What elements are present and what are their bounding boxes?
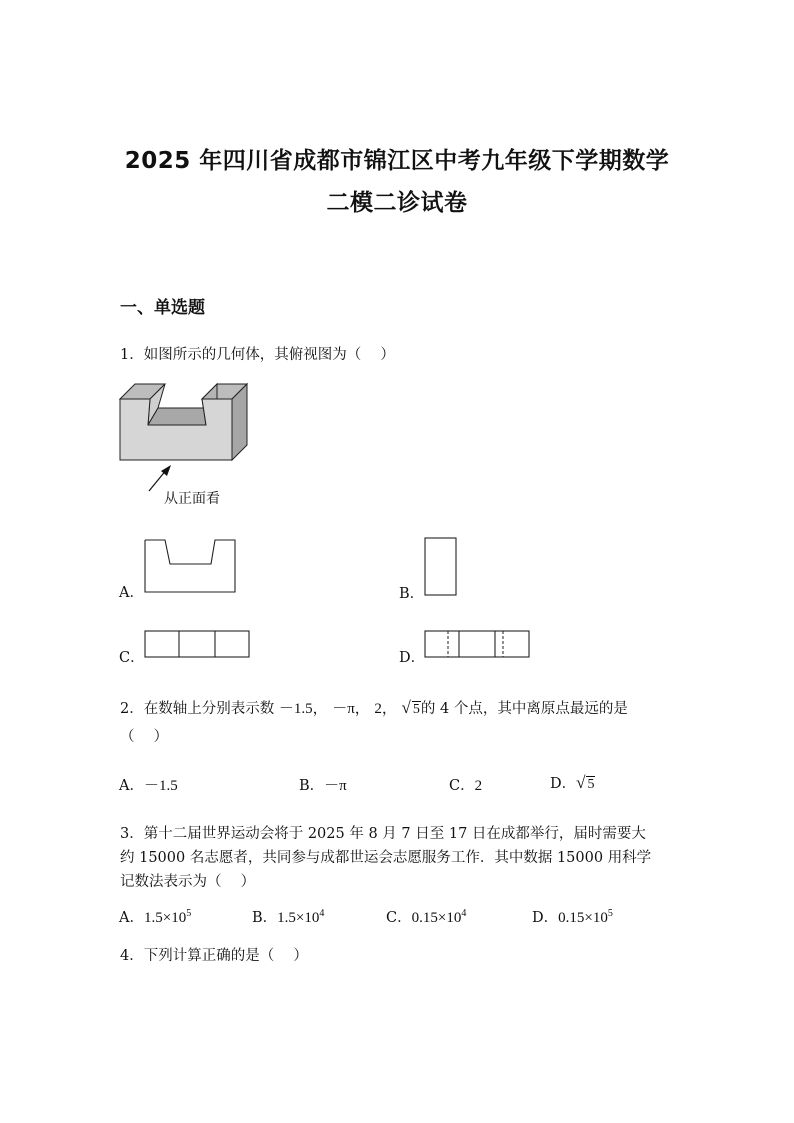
q1-solid-figure [118,382,250,464]
q1-option-b-figure [424,537,458,596]
q1-option-b-label: B． [399,586,425,602]
q2-option-a: A．－1.5 [119,778,178,794]
q2-stem-c: （ ） [120,729,169,745]
q1-stem: 1．如图所示的几何体，其俯视图为（ ） [120,347,395,363]
q2-option-c: C．2 [449,778,483,794]
q1-option-c-label: C． [119,650,145,666]
section-heading: 一、单选题 [120,298,205,318]
q2-stem-a: 2．在数轴上分别表示数 [120,701,275,717]
q4-stem: 4．下列计算正确的是（ ） [120,948,308,964]
sqrt-sign-icon: √ [576,773,586,792]
page-title-line2: 二模二诊试卷 [326,190,468,216]
q3-option-c: C．$0.15\times 10^4$ [386,908,467,926]
q3-stem-line3: 记数法表示为（ ） [120,874,256,890]
q1-option-c-figure [144,630,251,659]
q1-option-a-figure [144,539,236,593]
q1-option-d-label: D． [399,650,426,666]
q1-view-label: 从正面看 [164,491,220,507]
q3-stem-line1: 3．第十二届世界运动会将于 2025 年 8 月 7 日至 17 日在成都举行，届时需要大 [120,826,646,842]
q2-num2: －π， [332,701,370,717]
q2-option-b: B．－π [299,778,347,794]
sqrt-sign-icon: √ [401,698,411,717]
q2-stem-b: 的 4 个点，其中离原点最远的是 [420,701,628,717]
q2-sqrt5: √ 5 [401,698,420,717]
q3-option-a: A．$1.5\times 10^5$ [119,908,192,926]
q1-option-d-figure [424,630,531,659]
q3-stem-line2: 约 15000 名志愿者，共同参与成都世运会志愿服务工作．其中数据 15000 用科学 [120,850,652,866]
q1-option-a-label: A． [119,585,144,601]
q2-option-d-sqrt: √ 5 [576,773,595,792]
page-title-line1: 2025 年四川省成都市锦江区中考九年级下学期数学 [124,148,670,174]
q2-option-d: D．√ 5 [550,773,595,792]
q3-option-b: B．$1.5\times 10^4$ [252,908,325,926]
q2-num1: －1.5， [278,701,328,717]
q2-num3: 2， [374,701,397,717]
q2-stem [120,697,628,718]
q3-option-d: D．$0.15\times 10^5$ [532,908,613,926]
